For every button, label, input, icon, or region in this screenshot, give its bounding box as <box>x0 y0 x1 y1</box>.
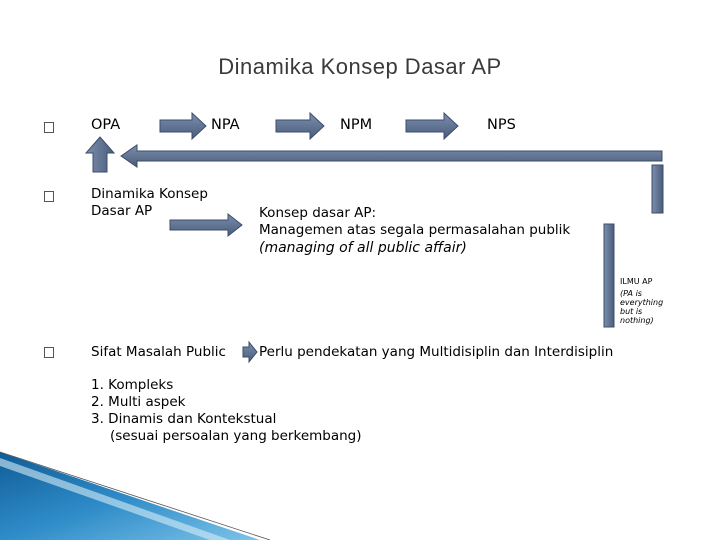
side-note-line3: everything <box>620 298 664 307</box>
side-note-line1: ILMU AP <box>620 277 653 286</box>
arrow-npa-npm <box>276 113 324 139</box>
stage-npm: NPM <box>340 117 373 133</box>
arrow-sifat <box>243 342 257 362</box>
stage-nps: NPS <box>487 117 516 133</box>
side-note-bar <box>604 224 614 327</box>
bullet-square-2 <box>44 191 54 202</box>
list-item-1: 1. Kompleks <box>91 377 174 393</box>
slide-title: Dinamika Konsep Dasar AP <box>218 54 502 79</box>
arrow-npm-nps <box>406 113 458 139</box>
pendekatan-text: Perlu pendekatan yang Multidisiplin dan Interdisiplin <box>259 344 614 360</box>
konsep-line2: Managemen atas segala permasalahan publik <box>259 222 571 238</box>
arrow-konsep <box>170 214 242 236</box>
corner-decoration <box>0 452 270 540</box>
konsep-line3: (managing of all public affair) <box>259 240 467 256</box>
bullet-square-1 <box>44 122 54 133</box>
arrow-return-left <box>121 145 662 167</box>
list-item-3: 3. Dinamis dan Kontekstual <box>91 411 277 427</box>
side-note-line5: nothing) <box>620 316 654 325</box>
sifat-masalah-label: Sifat Masalah Public <box>91 344 226 360</box>
dinamika-label-line2: Dasar AP <box>91 203 153 219</box>
vertical-connector-bar <box>652 165 663 213</box>
list-item-2: 2. Multi aspek <box>91 394 186 410</box>
bullet-square-3 <box>44 347 54 358</box>
arrow-opa-npa <box>160 113 206 139</box>
side-note-line2: (PA is <box>620 289 642 298</box>
dinamika-label-line1: Dinamika Konsep <box>91 186 208 202</box>
side-note-line4: but is <box>620 307 643 316</box>
arrow-up-to-opa <box>86 137 114 172</box>
konsep-line1: Konsep dasar AP: <box>259 205 377 221</box>
stage-opa: OPA <box>91 117 121 133</box>
stage-npa: NPA <box>211 117 240 133</box>
list-item-3-sub: (sesuai persoalan yang berkembang) <box>110 428 362 444</box>
